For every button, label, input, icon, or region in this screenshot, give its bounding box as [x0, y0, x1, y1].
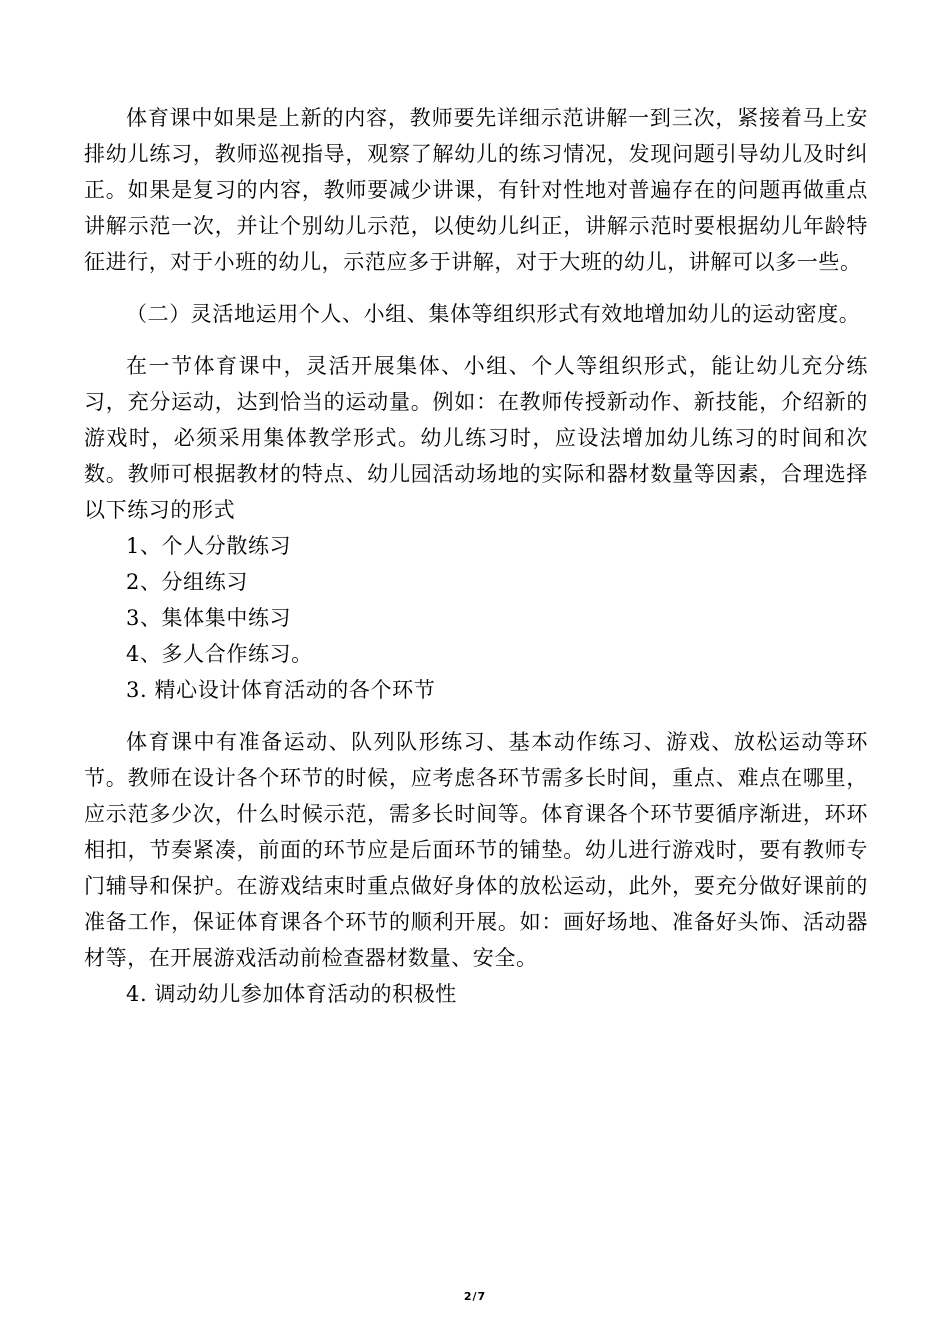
section-heading: 3. 精心设计体育活动的各个环节: [126, 678, 436, 702]
body-paragraph: 在一节体育课中，灵活开展集体、小组、个人等组织形式，能让幼儿充分练习，充分运动，达到恰当的运动量。例如：在教师传授新动作、新技能，介绍新的游戏时，必须采用集体教学形式。幼儿练习时，应设法增加幼儿练习的时间和次数。教师可根据教材的特点、幼儿园活动场地的实际和器材数量等因素，合理选择以下练习的形式: [84, 354, 868, 522]
list-item: 4、多人合作练习。: [126, 642, 313, 666]
list-item: 1、个人分散练习: [126, 534, 292, 558]
section-heading: （二）灵活地运用个人、小组、集体等组织形式有效地增加幼儿的运动密度。: [126, 302, 861, 326]
list-item: 3、集体集中练习: [126, 606, 292, 630]
section-heading: 4. 调动幼儿参加体育活动的积极性: [126, 982, 457, 1006]
document-body: [84, 100, 868, 1012]
list-item: 2、分组练习: [126, 570, 248, 594]
body-paragraph: 体育课中如果是上新的内容，教师要先详细示范讲解一到三次，紧接着马上安排幼儿练习，教师巡视指导，观察了解幼儿的练习情况，发现问题引导幼儿及时纠正。如果是复习的内容，教师要减少讲课，有针对性地对普遍存在的问题再做重点讲解示范一次，并让个别幼儿示范，以使幼儿纠正，讲解示范时要根据幼儿年龄特征进行，对于小班的幼儿，示范应多于讲解，对于大班的幼儿，讲解可以多一些。: [84, 106, 868, 274]
body-paragraph: 体育课中有准备运动、队列队形练习、基本动作练习、游戏、放松运动等环节。教师在设计各个环节的时候，应考虑各环节需多长时间，重点、难点在哪里，应示范多少次，什么时候示范，需多长时间等。体育课各个环节要循序渐进，环环相扣，节奏紧凑，前面的环节应是后面环节的铺垫。幼儿进行游戏时，要有教师专门辅导和保护。在游戏结束时重点做好身体的放松运动，此外，要充分做好课前的准备工作，保证体育课各个环节的顺利开展。如：画好场地、准备好头饰、活动器材等，在开展游戏活动前检查器材数量、安全。: [84, 730, 868, 970]
page-number: 2/7: [463, 1290, 487, 1303]
